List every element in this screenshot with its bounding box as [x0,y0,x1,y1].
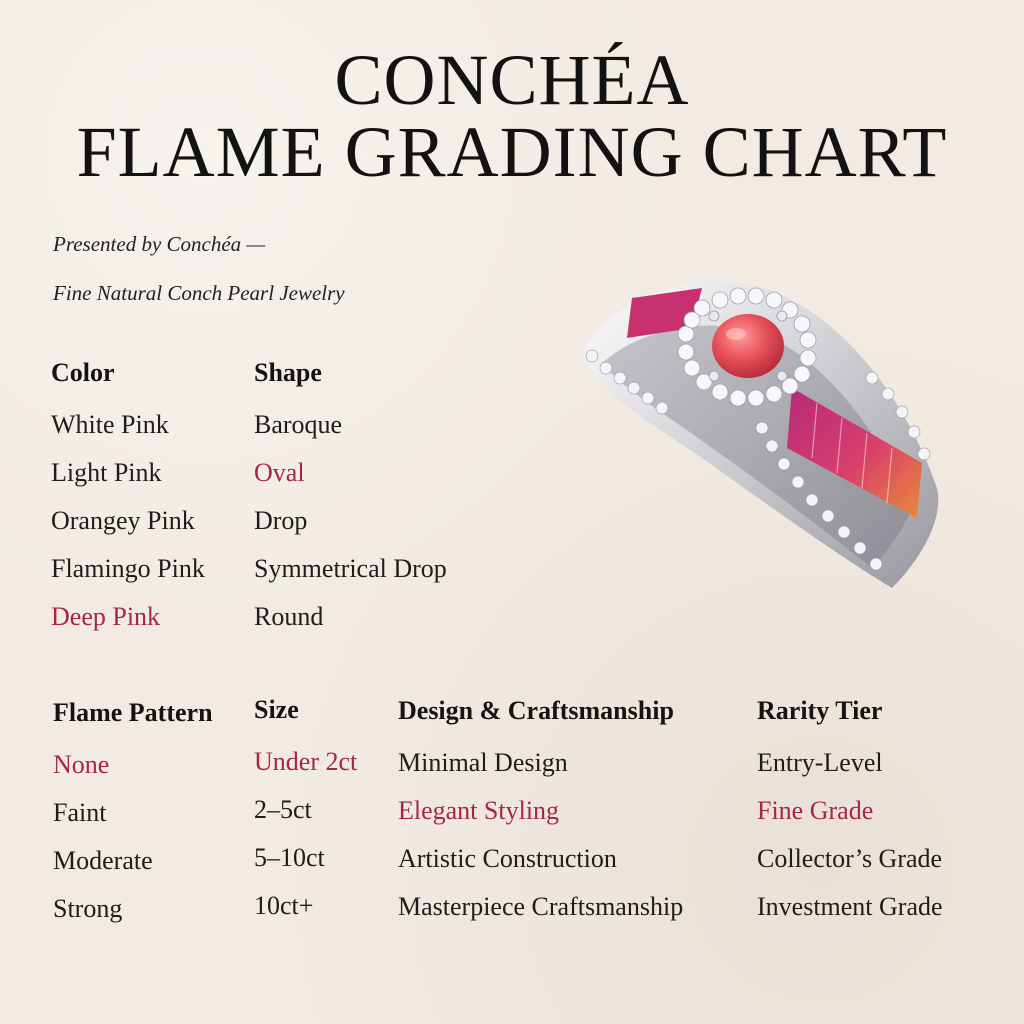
page-title-line-2: FLAME GRADING CHART [76,112,948,192]
size-item: 5–10ct [254,843,325,872]
color-item: Deep Pink [51,602,161,631]
design-item: Elegant Styling [398,796,560,825]
size-header: Size [254,695,299,724]
design-item: Artistic Construction [398,844,617,873]
flame-pattern-item: None [53,750,110,779]
rarity-item: Fine Grade [757,796,874,825]
color-item: Flamingo Pink [51,554,205,583]
subtitle-presented-by: Presented by Conchéa — [53,232,266,256]
flame-pattern-item: Moderate [53,846,153,875]
design-header: Design & Craftsmanship [398,696,674,725]
flame-pattern-header: Flame Pattern [53,698,213,727]
color-column [51,357,205,649]
shape-column [254,357,447,649]
shape-item: Oval [254,458,305,487]
color-header: Color [51,358,115,387]
shape-item: Symmetrical Drop [254,554,447,583]
shape-header: Shape [254,358,322,387]
color-item: White Pink [51,410,169,439]
shape-item: Drop [254,506,308,535]
rarity-column [757,695,943,939]
rarity-item: Collector’s Grade [757,844,943,873]
design-item: Minimal Design [398,748,568,777]
flame-pattern-item: Strong [53,894,123,923]
shape-item: Baroque [254,410,343,439]
flame-pattern-item: Faint [53,798,107,827]
rarity-item: Entry-Level [757,748,883,777]
size-item: Under 2ct [254,747,358,776]
subtitle-tagline: Fine Natural Conch Pearl Jewelry [53,281,345,305]
size-column [254,694,357,938]
page-title-line-1: CONCHÉA [334,40,690,120]
color-item: Light Pink [51,458,162,487]
ring-photo-icon [572,258,952,603]
flame-pattern-column [53,697,213,941]
color-item: Orangey Pink [51,506,195,535]
size-item: 10ct+ [254,891,314,920]
rarity-header: Rarity Tier [757,696,883,725]
design-column [398,695,683,939]
design-item: Masterpiece Craftsmanship [398,892,684,921]
size-item: 2–5ct [254,795,312,824]
rarity-item: Investment Grade [757,892,943,921]
shape-item: Round [254,602,324,631]
